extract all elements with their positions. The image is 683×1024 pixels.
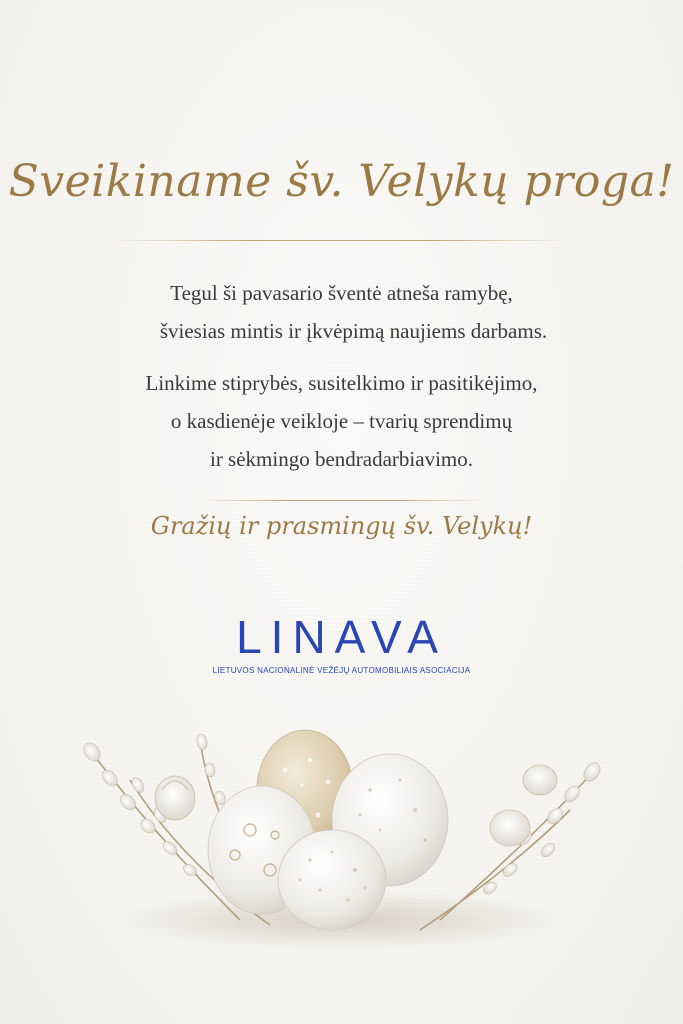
- logo-subtitle: LIETUVOS NACIONALINĖ VEŽĖJŲ AUTOMOBILIAIS ASOCIACIJA: [212, 666, 471, 675]
- headline: Sveikiname šv. Velykų proga!: [8, 156, 675, 207]
- logo-wordmark: LINAVA: [236, 611, 447, 663]
- divider-middle: [200, 500, 484, 501]
- message-paragraph-2: [0, 364, 683, 478]
- left-flower: [155, 776, 195, 820]
- message-paragraph-1: [0, 274, 683, 350]
- message-line: o kasdienėje veikloje – tvarių sprendimų: [170, 409, 513, 433]
- divider-top: [110, 240, 570, 241]
- left-willow-buds: [81, 733, 227, 878]
- right-flower: [490, 765, 557, 846]
- easter-eggs-illustration: [70, 720, 610, 980]
- message-line: šviesias mintis ir įkvėpimą naujiems darbams.: [159, 319, 548, 343]
- message-line: Tegul ši pavasario šventė atneša ramybę,: [170, 281, 513, 305]
- linava-logo: [200, 611, 483, 684]
- closing-wish: Gražių ir prasmingų šv. Velykų!: [150, 512, 533, 540]
- message-line: Linkime stiprybės, susitelkimo ir pasitikėjimo,: [145, 371, 538, 395]
- message-line: ir sėkmingo bendradarbiavimo.: [209, 447, 473, 471]
- white-egg-front: [278, 830, 386, 930]
